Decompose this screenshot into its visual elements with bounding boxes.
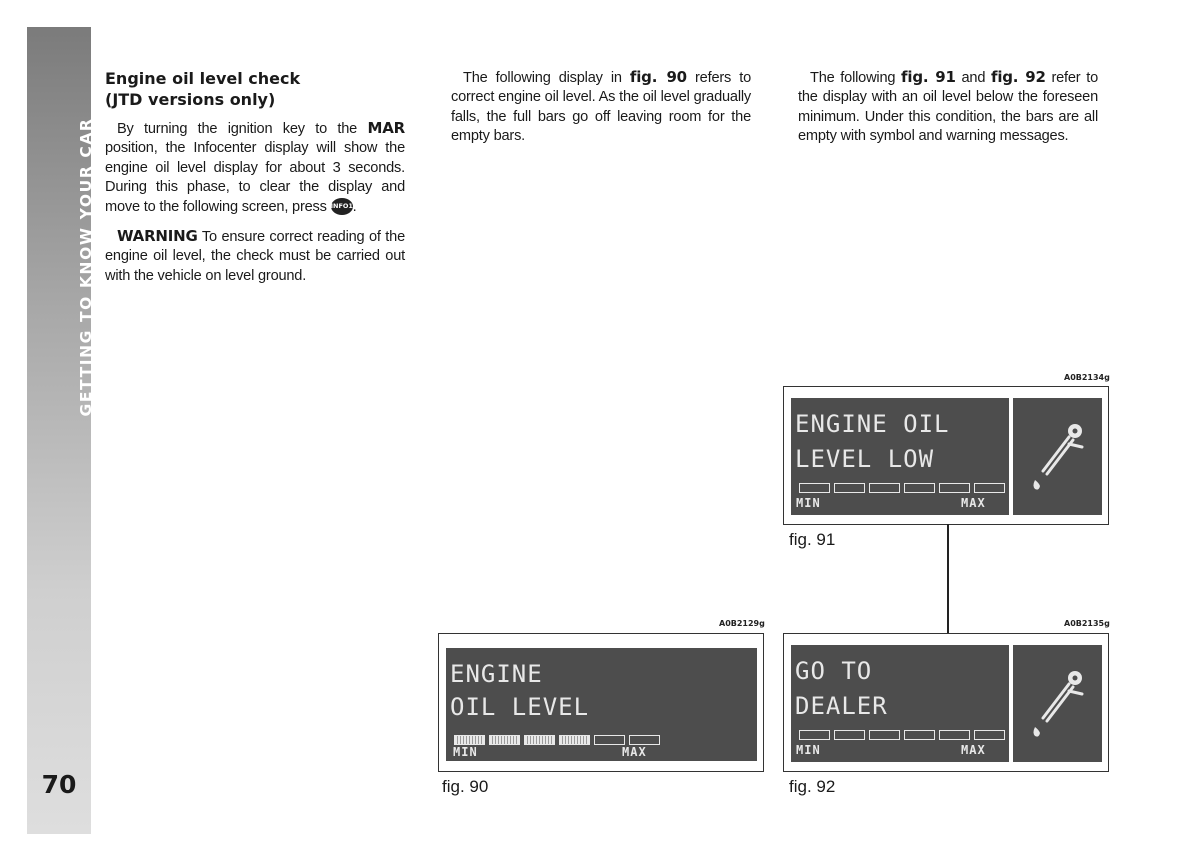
figure-90-display [438,633,764,772]
lcd-line-1: GO TO [795,657,873,685]
figure-code: A0B2134g [1064,373,1110,382]
lcd-line-2: DEALER [795,692,888,720]
text-column-2 [451,68,751,157]
lcd-screen [446,648,757,761]
text-column-1 [105,68,405,296]
fig-ref: fig. 91 [901,68,956,86]
bar-segment-empty [939,730,970,740]
figure-caption: fig. 90 [442,777,489,796]
figure-connector [947,524,949,636]
bar-segment-empty [869,483,900,493]
bar-segment-full [559,735,590,745]
bar-segment-empty [939,483,970,493]
figure-92-display [783,633,1109,772]
bar-segment-empty [834,483,865,493]
bar-segment-empty [904,483,935,493]
text: refers to correct engine oil level. As the oil level gradually falls, the full bars go off leaving room for the empty bars. [451,70,751,145]
oil-warning-panel [1013,645,1102,762]
max-label: MAX [622,745,647,759]
bar-segment-empty [834,730,865,740]
paragraph-ignition [105,119,405,217]
text: and [955,70,991,86]
paragraph-fig91-92 [798,68,1098,147]
figure-caption: fig. 91 [789,530,836,549]
min-label: MIN [796,743,821,757]
lcd-line-2: OIL LEVEL [450,693,590,721]
bar-segment-empty [869,730,900,740]
oil-dipstick-icon [1013,645,1102,762]
fig-ref: fig. 92 [991,68,1046,86]
section-sidebar [27,27,95,834]
oil-level-bars [454,735,660,745]
text: The following display in [463,70,630,86]
bar-segment-empty [629,735,660,745]
figure-91-display [783,386,1109,525]
text: By turning the ignition key to the [117,121,368,137]
oil-dipstick-icon [1013,398,1102,515]
text: To ensure correct reading of the engine oil level, the check must be carried out with the vehicle on level ground. [105,229,405,284]
heading-line-2: (JTD versions only) [105,90,276,109]
warning-label: WARNING [117,227,198,246]
bar-segment-empty [974,483,1005,493]
min-label: MIN [796,496,821,510]
info1-button-icon: INFO1 [331,198,353,215]
figure-code: A0B2129g [719,619,765,628]
figure-caption: fig. 92 [789,777,836,796]
figure-code: A0B2135g [1064,619,1110,628]
page-number: 70 [41,770,77,799]
paragraph-fig90 [451,68,751,147]
bar-segment-full [454,735,485,745]
oil-level-bars [799,483,1005,493]
text-column-3 [798,68,1098,157]
heading-line-1: Engine oil level check [105,69,301,88]
text: The following [810,70,902,86]
bar-segment-empty [904,730,935,740]
bar-segment-full [489,735,520,745]
bar-segment-empty [799,730,830,740]
bar-segment-empty [974,730,1005,740]
min-label: MIN [453,745,478,759]
text: refer to the display with an oil level below the foreseen minimum. Under this condition, the bars are all empty with symbol and warning messages. [798,70,1098,145]
bar-segment-empty [594,735,625,745]
bar-segment-empty [799,483,830,493]
section-heading [105,68,405,110]
lcd-line-1: ENGINE OIL [795,410,950,438]
lcd-screen [791,398,1009,515]
bold-mar: MAR [367,119,405,137]
oil-warning-panel [1013,398,1102,515]
text: position, the Infocenter display will show the engine oil level display for about 3 seconds. During this phase, to clear the display and move to the following screen, press [105,140,405,215]
fig-ref: fig. 90 [629,68,687,86]
oil-level-bars [799,730,1005,740]
bar-segment-full [524,735,555,745]
max-label: MAX [961,496,986,510]
max-label: MAX [961,743,986,757]
paragraph-warning [105,227,405,286]
section-title: GETTING TO KNOW YOUR CAR [77,117,95,417]
lcd-screen [791,645,1009,762]
text: . [352,198,357,215]
lcd-line-1: ENGINE [450,660,543,688]
lcd-line-2: LEVEL LOW [795,445,935,473]
